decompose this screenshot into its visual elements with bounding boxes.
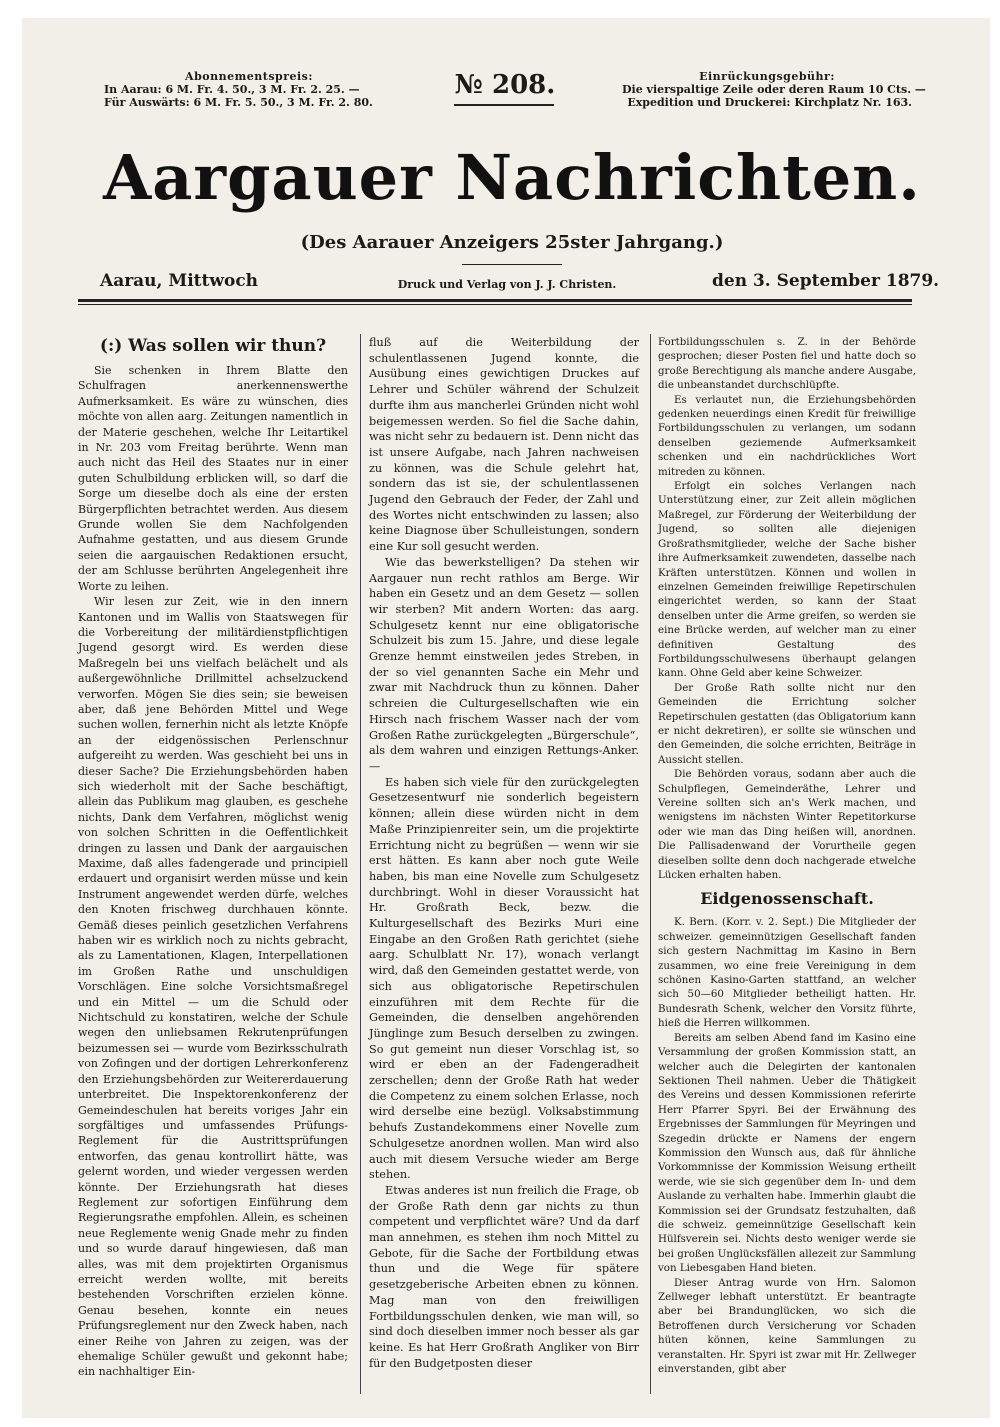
article-paragraph: Der Große Rath sollte nicht nur den Gemeinden die Errichtung solcher Repetirschulen gestatten (das Obligatorium kann er nicht dekretiren), er sollte sie wünschen und den Gemeinden, die solche errichten, Beiträge in Aussicht stellen. [658,681,916,766]
subscription-title: Abonnementspreis: [185,70,313,83]
column-divider [360,334,361,1394]
subscription-line-2: Für Auswärts: 6 M. Fr. 5. 50., 3 M. Fr. 2. 80. [104,96,373,109]
insertion-line-2: Expedition und Druckerei: Kirchplatz Nr. 163. [627,96,912,109]
article-paragraph: Erfolgt ein solches Verlangen nach Unterstützung einer, zur Zeit allein möglichen Maßregel, zur Förderung der Weiterbildung der Jugend, so sollten alle diejenigen Großrathsmitglieder, welche der Sache bisher ihre Aufmerksamkeit zuwendeten, dasselbe nach Kräften unterstützen. Können und wollen in einzelnen Gemeinden freiwillige Repetirschulen eingerichtet werden, so kann der Staat denselben unter die Arme greifen, so werden sie eine Brücke werden, auf welcher man zu einer definitiven Gestaltung des Fortbildungsschulwesens überhaupt gelangen kann. Ohne Geld aber keine Schweizer. [658,480,916,680]
newspaper-page [22,18,990,1418]
masthead-title: Aargauer Nachrichten. [103,141,921,214]
column-divider [650,334,651,1394]
issue-date: den 3. September 1879. [712,271,940,291]
article-paragraph: Sie schenken in Ihrem Blatte den Schulfragen anerkennenswerthe Aufmerksamkeit. Es wäre zu wünschen, dies möchte von allen aarg. Zeitungen namentlich in der Materie geschehen, welche Ihr Leitartikel in Nr. 203 vom Freitag berührte. Wenn man auch nicht das Heil des Staates nur in einer guten Schulbildung erblicken will, so darf die Sorge um dieselbe doch als eine der ersten Bürgerpflichten betrachtet werden. Aus diesem Grunde wollen Sie dem Nachfolgenden Aufnahme gestatten, und aus diesem Grunde seien die aargauischen Redaktionen ersucht, der am Schlusse berührten Angelegenheit ihre Worte zu leihen. [78,364,348,593]
issue-underline [454,104,554,106]
column-2 [369,335,639,1371]
subtitle-rule [462,264,562,265]
subscription-line-1: In Aarau: 6 M. Fr. 4. 50., 3 M. Fr. 2. 25. — [104,83,360,96]
article-paragraph: Fortbildungsschulen s. Z. in der Behörde gesprochen; dieser Posten fiel und hatte doch so große Berechtigung als manche andere Ausgabe, die unbeanstandet durchschlüpfte. [658,336,916,392]
insertion-box [622,70,926,109]
article-paragraph: Es haben sich viele für den zurückgelegten Gesetzesentwurf nie sonderlich begeistern können; allein diese würden nicht in dem Maße Prinzipienreiter sein, um die projektirte Errichtung nicht zu begrüßen — wenn wir sie erst hätten. Es kann aber noch gute Weile haben, bis man eine Novelle zum Schulgesetz durchbringt. Wohl in dieser Voraussicht hat Hr. Großrath Beck, bezw. die Kulturgesellschaft des Bezirks Muri eine Eingabe an den Großen Rath gerichtet (siehe aarg. Schulblatt Nr. 17), wonach verlangt wird, daß den Gemeinden gestattet werde, von sich aus obligatorische Repetirschulen einzuführen mit dem Rechte für die Gemeinden, die denselben angehörenden Jünglinge zum Besuch derselben zu zwingen. So gut gemeint nun dieser Vorschlag ist, so wird er eben an der Fadengeradheit zerschellen; denn der Große Rath hat weder die Competenz zu einem solchen Erlasse, noch wird derselbe eine bezügl. Volksabstimmung behufs Zustandekommens einer Novelle zum Schulgesetze anordnen wollen. Man wird also auch mit diesem Versuche wieder am Berge stehen. [369,775,639,1182]
printer-line: Druck und Verlag von J. J. Christen. [397,278,617,291]
article-paragraph: Die Behörden voraus, sodann aber auch die Schulpflegen, Gemeinderäthe, Lehrer und Vereine sollten sich an's Werk machen, und wenigstens im nächsten Winter Repetitorkurse oder wie man das Ding heißen will, anordnen. Die Pallisadenwand der Vorurtheile gegen dieselben sollte denn doch nachgerade etwelche Lücken erhalten haben. [658,768,916,882]
masthead-subtitle: (Des Aarauer Anzeigers 25ster Jahrgang.) [300,232,724,253]
insertion-line-1: Die vierspaltige Zeile oder deren Raum 10 Cts. — [622,83,926,96]
place-day: Aarau, Mittwoch [100,271,259,291]
article-paragraph: Wie das bewerkstelligen? Da stehen wir Aargauer nun recht rathlos am Berge. Wir haben ein Gesetz und an dem Gesetz — sollen wir sterben? Mit andern Worten: das aarg. Schulgesetz kennt nur eine obligatorische Schulzeit bis zum 15. Jahre, und diese legale Grenze hemmt einstweilen jedes Streben, in der so viel genannten Sache ein Mehr und zwar mit Nachdruck thun zu können. Daher schreien die Culturgesellschaften wie ein Hirsch nach frischem Wasser nach der vom Großen Rathe zurückgelegten „Bürgerschule“, als dem wahren und einzigen Rettungs-Anker. — [369,555,639,773]
article-paragraph: Es verlautet nun, die Erziehungsbehörden gedenken neuerdings einen Kredit für freiwillige Fortbildungsschulen zu verlangen, um sodann denselben geziemende Aufmerksamkeit schenken und ein nachdrückliches Wort mitreden zu können. [658,393,916,478]
header-rule-thin [78,304,912,305]
subscription-box [104,70,394,109]
article-paragraph: fluß auf die Weiterbildung der schulentlassenen Jugend konnte, die Ausübung eines gewichtigen Druckes auf Lehrer und Schüler während der Schulzeit durfte ihm aus mancherlei Gründen nicht wohl beigemessen werden. So fiel die Sache dahin, was nicht sehr zu bedauern ist. Denn nicht das ist unsere Aufgabe, nach Jahren nachweisen zu können, was die Schule gelehrt hat, sondern das ist sie, der schulentlassenen Jugend den Gebrauch der Feder, der Zahl und des Wortes nicht entschwinden zu lassen; also keine Diagnose über Schulleistungen, sondern eine Kur soll gesucht werden. [369,336,639,554]
header-rule [78,299,912,302]
article-paragraph: Etwas anderes ist nun freilich die Frage, ob der Große Rath denn gar nichts zu thun competent und verpflichtet wäre? Und da darf man annehmen, es stehen ihm noch Mittel zu Gebote, für die Sache der Fortbildung etwas thun und die Wege für spätere gesetzgeberische Arbeiten ebnen zu können. Mag man von den freiwilligen Fortbildungsschulen denken, wie man will, so sind doch dieselben immer noch besser als gar keine. Es hat Herr Großrath Angliker von Birr für den Budgetposten dieser [369,1183,639,1370]
article-paragraph: K. Bern. (Korr. v. 2. Sept.) Die Mitglieder der schweizer. gemeinnützigen Gesellschaft fanden sich gestern Nachmittag im Kasino in Bern zusammen, wo eine freie Vereinigung in dem schönen Kasino-Garten stattfand, an welcher sich 50—60 Mitglieder betheiligt hatten. Hr. Bundesrath Schenk, welcher den Vorsitz führte, hieß die Herren willkommen. [658,916,916,1030]
article-paragraph: Wir lesen zur Zeit, wie in den innern Kantonen und im Wallis von Staatswegen für die Vorbereitung der militärdienstpflichtigen Jugend gesorgt wird. Es werden diese Maßregeln bei uns vielfach belächelt und als außergewöhnliche Drillmittel achselzuckend verworfen. Mögen Sie dies sein; sie beweisen aber, daß jene Behörden Mittel und Wege suchen wollen, fernerhin nicht als letzte Knöpfe an der eidgenössischen Perlenschnur aufgereiht zu werden. Was geschieht bei uns in dieser Sache? Die Erziehungsbehörden haben sich wiederholt mit der Sache beschäftigt, allein das Publikum mag glauben, es geschehe nichts, Dank dem Verfahren, möglichst wenig von solchen Schritten in die Oeffentlichkeit dringen zu lassen und Dank der aargauischen Maxime, daß alles fadengerade und principiell erdauert und organisirt werden müsse und kein Instrument angewendet werden dürfe, welches den Knoten frischweg durchhauen könnte. Gemäß dieses peinlich gesetzlichen Verfahrens haben wir es wirklich noch zu nichts gebracht, als zu Lamentationen, Klagen, Interpellationen im Großen Rathe und unschuldigen Vorschlägen. Eine solche Vorsichtsmaßregel und ein Mittel — um die Schuld oder Nichtschuld zu konstatiren, welche der Schule wegen den unliebsamen Rekrutenprüfungen beizumessen sei — wurde vom Bezirksschulrath von Zofingen und der dortigen Lehrerkonferenz den Erziehungsbehörden zur Weitererdauerung unterbreitet. Die Inspektorenkonferenz der Gemeindeschulen hat bereits voriges Jahr ein sorgfältiges und umfassendes Prüfungs-Reglement für die Austrittsprüfungen entworfen, das genau kontrollirt hätte, was gelernt worden, und wieder vergessen werden könnte. Der Erziehungsrath hat dieses Reglement zur sofortigen Einführung dem Regierungsrathe empfohlen. Allein, es scheinen neue Reglemente wenig Gnade mehr zu finden und so wurde darauf hingewiesen, daß man alles, was mit dem projektirten Organismus erreicht werden wollte, mit bereits bestehenden Vorschriften erzielen könne. Genau besehen, konnte ein neues Prüfungsreglement nur den Zweck haben, nach einer Reihe von Jahren zu zeigen, was der ehemalige Schüler gewußt und gekonnt habe; ein nachhaltiger Ein- [78,595,348,1379]
insertion-title: Einrückungsgebühr: [699,70,835,83]
issue-number: № 208. [454,70,556,100]
column-1 [78,335,348,1380]
section-heading: Eidgenossenschaft. [700,889,874,909]
article-paragraph: Dieser Antrag wurde von Hrn. Salomon Zellweger lebhaft unterstützt. Er beantragte aber bei Brandunglücken, wo sich die Betroffenen durch Versicherung vor Schaden hüten können, keine Sammlungen zu veranstalten. Hr. Spyri ist zwar mit Hr. Zellweger einverstanden, gibt aber [658,1276,916,1376]
article-paragraph: Bereits am selben Abend fand im Kasino eine Versammlung der großen Kommission statt, an welcher auch die Delegirten der kantonalen Sektionen Theil nahmen. Ueber die Thätigkeit des Vereins und dessen Kommissionen referirte Herr Pfarrer Spyri. Bei der Erwähnung des Ergebnisses der Sammlungen für Meyringen und Szegedin drückte er Namens der engern Kommission den Wunsch aus, daß für ähnliche Vorkommnisse der Kommission Weisung ertheilt werde, wie sie sich gegenüber dem In- und dem Auslande zu verhalten habe. Immerhin glaubt die Kommission sei der Grundsatz festzuhalten, daß die schweiz. gemeinnützige Gesellschaft kein Hülfsverein sei. Nichts desto weniger werde sie bei großen Unglücksfällen allezeit zur Sammlung von Liebesgaben Hand bieten. [658,1031,916,1275]
column-3 [658,335,916,1376]
article-heading: (:) Was sollen wir thun? [99,336,327,356]
